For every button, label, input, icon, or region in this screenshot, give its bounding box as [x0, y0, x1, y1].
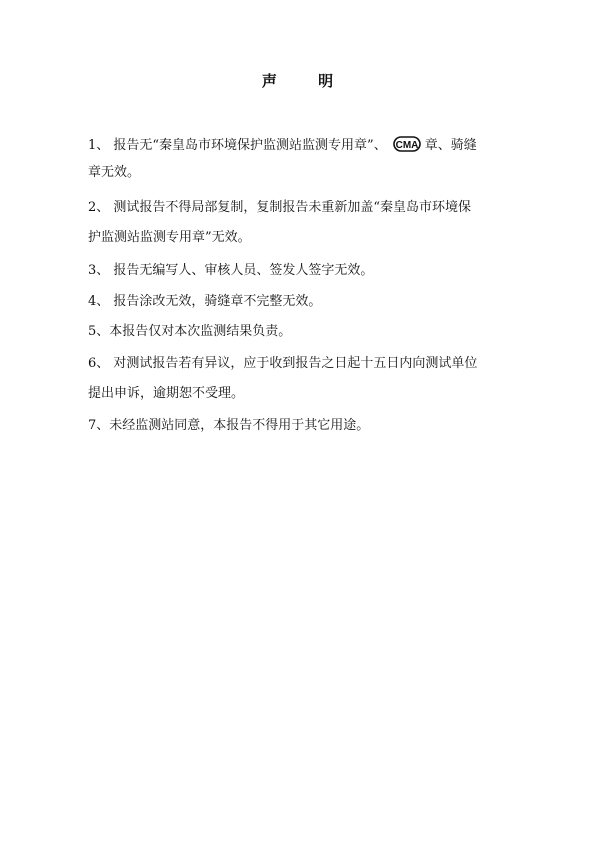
cma-logo-graphic [393, 136, 421, 152]
item-4-line-1: 4、 报告涂改无效，骑缝章不完整无效。 [88, 294, 322, 309]
item-2-line-1: 2、 测试报告不得局部复制，复制报告未重新加盖“秦皇岛市环境保 [88, 200, 472, 215]
item-1-line-2: 章无效。 [88, 165, 141, 180]
item-1-text-after-mark: 章、骑缝 [424, 138, 477, 153]
item-6-line-1: 6、 对测试报告若有异议，应于收到报告之日起十五日内向测试单位 [88, 356, 478, 371]
item-7-line-1: 7、未经监测站同意，本报告不得用于其它用途。 [88, 418, 370, 433]
item-1-text-before-mark: 1、 报告无“秦皇岛市环境保护监测站监测专用章”、 [88, 138, 387, 153]
item-3-line-1: 3、 报告无编写人、审核人员、签发人签字无效。 [88, 263, 374, 278]
page-title: 声 明 [261, 72, 352, 90]
item-1-line-1 [88, 136, 477, 157]
item-2-line-2: 护监测站监测专用章”无效。 [88, 230, 251, 245]
cma-logo-letters: CMA [395, 140, 419, 151]
item-5-line-1: 5、本报告仅对本次监测结果负责。 [88, 324, 292, 339]
item-6-line-2: 提出申诉，逾期恕不受理。 [88, 386, 245, 401]
cma-mark-icon [393, 136, 421, 157]
